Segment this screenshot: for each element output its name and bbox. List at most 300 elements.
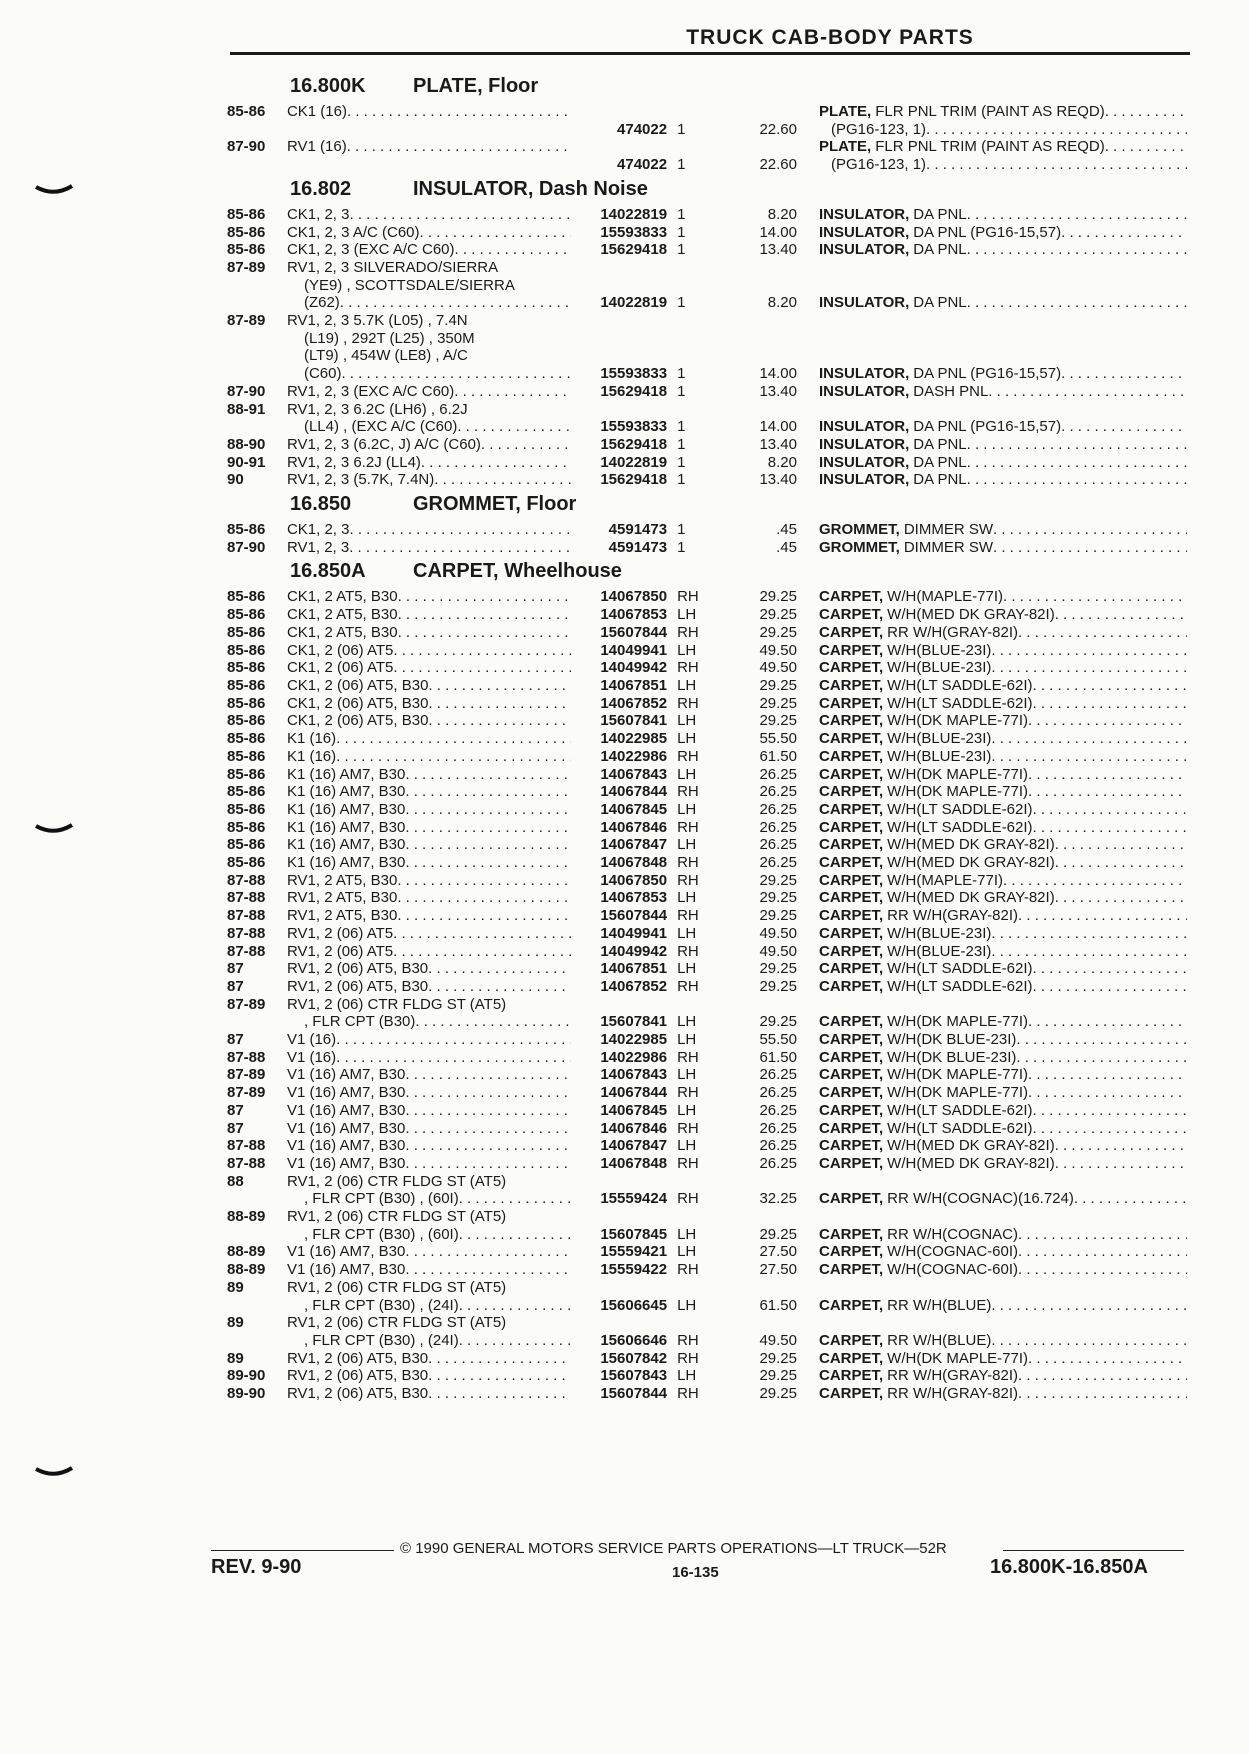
application-description [287,606,571,624]
table-row [227,471,1187,489]
part-name [797,819,1187,837]
part-name-text: (PG16-123, 1) [830,120,927,138]
part-name [797,659,1187,677]
dot-leader [991,642,1187,660]
dot-leader [1032,819,1187,837]
part-name-line [819,103,1187,121]
description-text: (YE9) , SCOTTSDALE/SIERRA [303,276,515,294]
part-number: 15559421 [600,1243,668,1261]
part-name [797,1102,1187,1120]
quantity-or-side: 1 [677,241,686,259]
dot-leader [1003,872,1187,890]
part-name [797,1208,1187,1243]
part-number: 14067853 [600,889,668,907]
binder-punch-mark [34,1465,74,1479]
part-name-text: W/H(DK MAPLE-77I) [887,712,1029,730]
quantity-or-side: LH [677,960,697,978]
application-description [287,1155,571,1173]
part-name-text: W/H(LT SADDLE-62I) [887,960,1033,978]
part-name-line [819,978,1187,996]
description-line [287,241,571,259]
dot-leader [1032,677,1187,695]
part-number: 15593833 [600,223,668,241]
description-line [287,1049,571,1067]
part-name-line [819,1102,1187,1120]
description-line [287,695,571,713]
part-name-text: W/H(MED DK GRAY-82I) [887,1154,1055,1172]
dot-leader [1028,1013,1187,1031]
model-years: 85-86 [227,765,266,783]
price: 8.20 [767,294,797,312]
quantity-or-side: 1 [677,538,686,556]
description-line [287,642,571,660]
application-description [287,1031,571,1049]
part-name [797,978,1187,996]
table-row [227,677,1187,695]
model-years: 85-86 [227,588,266,606]
part-name-text: DA PNL (PG16-15,57) [913,418,1062,436]
table-row [227,539,1187,557]
quantity-or-side: RH [677,659,699,677]
description-line [287,730,571,748]
part-name-line [819,712,1187,730]
dot-leader [967,241,1187,259]
description-text: K1 (16) AM7, B30 [286,854,406,872]
price: 26.25 [759,854,797,872]
part-name-text: DA PNL (PG16-15,57) [913,365,1062,383]
quantity-or-side: RH [677,1119,699,1137]
part-name [797,766,1187,784]
quantity-or-side: RH [677,588,699,606]
part-name-line [819,206,1187,224]
part-name-noun: INSULATOR, [818,453,910,471]
model-years: 90-91 [227,453,266,471]
price: 22.60 [759,156,797,174]
dot-leader [428,677,571,695]
section-number: 16.850A [290,560,366,583]
description-text: RV1, 2 (06) CTR FLDG ST (AT5) [286,995,507,1013]
dot-leader [993,539,1187,557]
quantity-or-side: RH [677,1048,699,1066]
price: .45 [776,538,797,556]
description-line [287,588,571,606]
dot-leader [1055,854,1187,872]
price: 61.50 [759,1048,797,1066]
application-description [287,539,571,557]
part-name-text: W/H(DK BLUE-23I) [887,1048,1017,1066]
description-text: CK1, 2 (06) AT5, B30 [286,694,429,712]
model-years: 85-86 [227,676,266,694]
dot-leader [1018,1243,1187,1261]
price: 49.50 [759,924,797,942]
description-text: RV1, 2 (06) AT5 [286,924,394,942]
dot-leader [405,1137,571,1155]
quantity-or-side: LH [677,924,697,942]
price: 26.25 [759,1066,797,1084]
description-text: V1 (16) AM7, B30 [286,1066,406,1084]
part-name-text: FLR PNL TRIM (PAINT AS REQD) [875,138,1105,156]
table-row [227,960,1187,978]
dot-leader [393,943,571,961]
dot-leader [926,156,1187,174]
quantity-or-side: LH [677,712,697,730]
model-years: 87 [227,977,244,995]
part-name-noun: CARPET, [818,623,884,641]
part-name-noun: CARPET, [818,1349,884,1367]
description-text: (Z62) [303,294,340,312]
part-name-noun: CARPET, [818,1048,884,1066]
part-name-line [819,1120,1187,1138]
part-name-noun: CARPET, [818,924,884,942]
part-name-text: W/H(BLUE-23I) [887,942,992,960]
description-line [287,872,571,890]
part-name [797,241,1187,259]
part-name-noun: CARPET, [818,836,884,854]
description-line [287,1155,571,1173]
description-line [287,677,571,695]
application-description [287,996,571,1031]
price: 13.40 [759,241,797,259]
description-line [287,624,571,642]
part-name [797,730,1187,748]
application-description [287,624,571,642]
part-name-text: RR W/H(COGNAC)(16.724) [887,1190,1074,1208]
application-description [287,521,571,539]
quantity-or-side: 1 [677,521,686,539]
application-description [287,383,571,401]
description-text: CK1, 2, 3 [286,205,350,223]
description-line [287,960,571,978]
part-name-line [819,1297,1187,1315]
description-text: CK1 (16) [286,103,347,120]
description-text: RV1, 2, 3 (6.2C, J) A/C (C60) [286,435,481,453]
description-line [287,138,571,156]
part-number: 14049941 [600,924,668,942]
dot-leader [993,521,1187,539]
part-name-noun: CARPET, [818,1225,884,1243]
description-line [287,836,571,854]
part-name-text: W/H(COGNAC-60I) [887,1261,1019,1279]
part-name-noun: INSULATOR, [818,435,910,453]
part-name-noun: CARPET, [818,1066,884,1084]
part-number: 15606645 [600,1296,668,1314]
price: 26.25 [759,800,797,818]
part-name-line [819,1066,1187,1084]
part-number: 15559424 [600,1190,668,1208]
part-name-line [819,943,1187,961]
part-name [797,1367,1187,1385]
part-number: 14022986 [600,1048,668,1066]
part-name [797,454,1187,472]
dot-leader [405,1155,571,1173]
part-name [797,872,1187,890]
part-number: 14067846 [600,1119,668,1137]
price: 29.25 [759,960,797,978]
part-name [797,889,1187,907]
description-text: RV1, 2, 3 6.2J (LL4) [286,453,421,471]
section-heading [227,178,1187,206]
dot-leader [1028,783,1187,801]
binder-punch-mark [34,183,74,197]
part-name-line [819,766,1187,784]
model-years: 85-86 [227,818,266,836]
price: 26.25 [759,1154,797,1172]
part-name-line [819,748,1187,766]
dot-leader [1061,418,1187,436]
model-years: 85-86 [227,800,266,818]
model-years: 85-86 [227,730,266,748]
part-name-noun: CARPET, [818,942,884,960]
description-text: RV1, 2, 3 (5.7K, 7.4N) [286,471,435,489]
part-name-line [819,1226,1187,1244]
part-number: 15607845 [600,1225,668,1243]
part-name [797,401,1187,436]
part-name [797,712,1187,730]
part-name-noun: CARPET, [818,1137,884,1155]
part-name-noun: CARPET, [818,818,884,836]
application-description [287,748,571,766]
part-name-line [819,695,1187,713]
dot-leader [405,1243,571,1261]
page-header [230,28,1190,55]
application-description [287,259,571,312]
dot-leader [1028,1350,1187,1368]
model-years: 87-88 [227,1137,266,1155]
description-line [287,1385,571,1403]
dot-leader [1032,978,1187,996]
part-name-noun: INSULATOR, [818,223,910,241]
part-name [797,103,1187,138]
dot-leader [428,1367,571,1385]
model-years: 88-90 [227,435,266,453]
part-name-text: DA PNL (PG16-15,57) [913,223,1062,241]
table-row [227,241,1187,259]
description-text: (C60) [303,365,342,383]
section-number: 16.800K [290,75,366,97]
quantity-or-side: 1 [677,453,686,471]
part-name-line [819,294,1187,312]
table-row [227,1367,1187,1385]
part-name-line [819,436,1187,454]
part-name-text: W/H(LT SADDLE-62I) [887,800,1033,818]
part-number: 14067846 [600,818,668,836]
application-description [287,224,571,242]
application-description [287,1173,571,1208]
dot-leader [991,943,1187,961]
description-text: K1 (16) [286,730,337,748]
table-row [227,783,1187,801]
part-name [797,801,1187,819]
part-name [797,1049,1187,1067]
quantity-or-side: RH [677,871,699,889]
dot-leader [967,436,1187,454]
part-number: 474022 [617,120,668,138]
dot-leader [967,294,1187,312]
part-name-text: W/H(LT SADDLE-62I) [887,694,1033,712]
part-name-noun: CARPET, [818,1154,884,1172]
dot-leader [454,383,571,401]
description-text: V1 (16) [286,1048,337,1066]
part-name-text: DA PNL [913,453,967,471]
application-description [287,854,571,872]
quantity-or-side: LH [677,1296,697,1314]
dot-leader [393,925,571,943]
description-text: CK1, 2 (06) AT5, B30 [286,676,429,694]
part-name-line [819,224,1187,242]
part-name-text: FLR PNL TRIM (PAINT AS REQD) [875,103,1105,120]
part-name-noun: CARPET, [818,641,884,659]
price: 26.25 [759,1137,797,1155]
part-name-noun: CARPET, [818,1261,884,1279]
part-number: 14067851 [600,676,668,694]
table-row [227,819,1187,837]
part-name-line [819,418,1187,436]
model-years: 89 [227,1278,244,1296]
part-name-text: W/H(DK MAPLE-77I) [887,1084,1029,1102]
quantity-or-side: RH [677,783,699,801]
part-name-noun: CARPET, [818,588,884,606]
application-description [287,695,571,713]
part-name-text: (PG16-123, 1) [830,156,927,174]
part-name-text: W/H(MAPLE-77I) [887,871,1004,889]
part-name-noun: PLATE, [818,138,872,156]
part-name-noun: CARPET, [818,889,884,907]
application-description [287,783,571,801]
description-line [287,854,571,872]
table-row [227,521,1187,539]
dot-leader [405,819,571,837]
table-row [227,854,1187,872]
part-name-noun: INSULATOR, [818,471,910,489]
section-title: PLATE, Floor [413,75,539,97]
part-name-line [819,1137,1187,1155]
table-row [227,401,1187,436]
dot-leader [457,418,571,436]
dot-leader [393,642,571,660]
table-row [227,748,1187,766]
part-name-text: DA PNL [913,205,967,223]
part-name [797,1243,1187,1261]
price: .45 [776,521,797,539]
part-number: 14022819 [600,205,668,223]
description-text: CK1, 2, 3 A/C (C60) [286,223,420,241]
dot-leader [1105,103,1187,121]
table-row [227,1102,1187,1120]
price: 8.20 [767,205,797,223]
part-name [797,1120,1187,1138]
application-description [287,677,571,695]
part-name [797,1279,1187,1314]
description-line [287,1208,571,1226]
description-text: RV1, 2 (06) CTR FLDG ST (AT5) [286,1314,507,1332]
dot-leader [1018,624,1187,642]
part-name [797,1385,1187,1403]
description-line [287,907,571,925]
quantity-or-side: LH [677,836,697,854]
quantity-or-side: LH [677,1101,697,1119]
part-number: 14067843 [600,1066,668,1084]
part-name-noun: CARPET, [818,730,884,748]
price: 29.25 [759,623,797,641]
part-name-text: W/H(BLUE-23I) [887,659,992,677]
part-name-line [819,156,1187,174]
description-line [287,748,571,766]
dot-leader [991,659,1187,677]
dot-leader [340,294,571,312]
table-row [227,943,1187,961]
model-years: 87-88 [227,942,266,960]
part-name-noun: CARPET, [818,1385,884,1403]
price: 49.50 [759,659,797,677]
dot-leader [1028,712,1187,730]
part-name-text: W/H(DK MAPLE-77I) [887,1066,1029,1084]
description-line [287,606,571,624]
part-number: 14067843 [600,765,668,783]
description-text: RV1, 2 (06) CTR FLDG ST (AT5) [286,1208,507,1226]
part-name-noun: CARPET, [818,659,884,677]
part-name-line [819,624,1187,642]
part-number: 15607841 [600,1013,668,1031]
description-line [287,347,571,365]
model-years: 87-89 [227,312,266,330]
part-name-line [819,836,1187,854]
dot-leader [459,1297,571,1315]
part-name-line [819,783,1187,801]
dot-leader [1032,1120,1187,1138]
application-description [287,1385,571,1403]
price: 27.50 [759,1243,797,1261]
table-row [227,1208,1187,1243]
description-line [287,277,571,295]
part-name [797,1314,1187,1349]
part-name-line [819,1350,1187,1368]
description-line [287,1137,571,1155]
dot-leader [1055,1155,1187,1173]
part-name-noun: CARPET, [818,854,884,872]
quantity-or-side: LH [677,1031,697,1049]
part-name-noun: CARPET, [818,1013,884,1031]
table-row [227,312,1187,383]
description-text: V1 (16) AM7, B30 [286,1137,406,1155]
description-text: CK1, 2 (06) AT5, B30 [286,712,429,730]
quantity-or-side: RH [677,1154,699,1172]
part-name [797,642,1187,660]
quantity-or-side: 1 [677,365,686,383]
model-years: 87-88 [227,907,266,925]
table-row [227,642,1187,660]
model-years: 85-86 [227,783,266,801]
description-text: K1 (16) AM7, B30 [286,836,406,854]
model-years: 85-86 [227,241,266,259]
dot-leader [967,454,1187,472]
dot-leader [1018,1226,1187,1244]
description-line [287,330,571,348]
application-description [287,1350,571,1368]
part-name-line [819,1013,1187,1031]
model-years: 87-88 [227,1048,266,1066]
table-row [227,925,1187,943]
model-years: 88-89 [227,1243,266,1261]
application-description [287,766,571,784]
model-years: 87-90 [227,538,266,556]
table-row [227,436,1187,454]
price: 26.25 [759,783,797,801]
table-row [227,659,1187,677]
description-line [287,401,571,419]
dot-leader [434,471,571,489]
part-name-text: W/H(DK BLUE-23I) [887,1031,1017,1049]
dot-leader [405,836,571,854]
